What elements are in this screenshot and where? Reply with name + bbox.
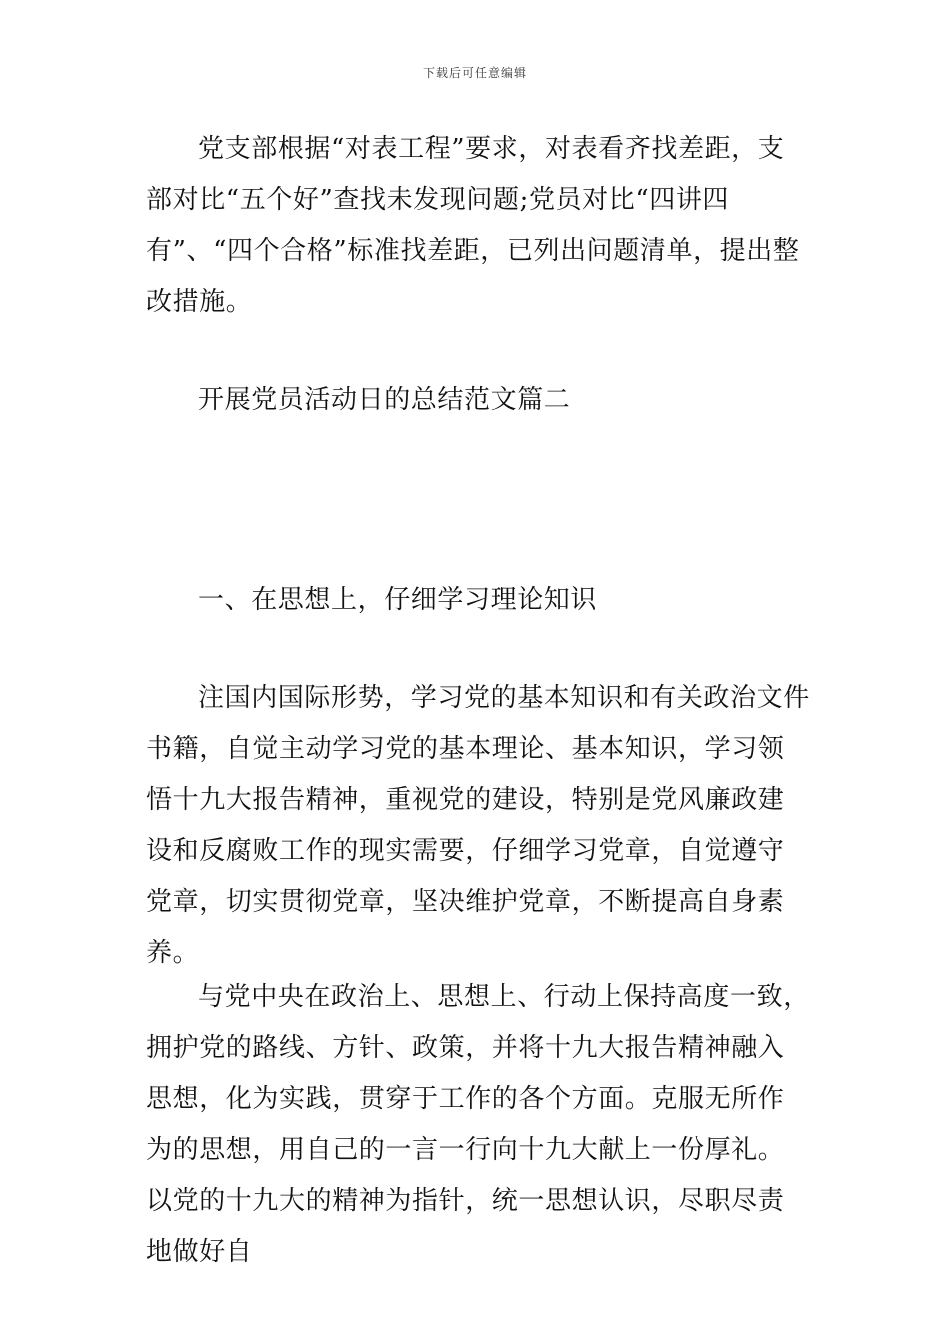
paragraph-study-theory: 注国内国际形势，学习党的基本知识和有关政治文件书籍，自觉主动学习党的基本理论、基本知识，学习领悟十九大报告精神，重视党的建设，特别是党风廉政建设和反腐败工作的现实需要，仔细学习党章，自觉遵守党章，切实贯彻党章，坚决维护党章，不断提高自身素养。 xyxy=(146,683,810,968)
document-subtitle: 开展党员活动日的总结范文篇二 xyxy=(198,385,571,415)
section-heading-ideology: 一、在思想上，仔细学习理论知识 xyxy=(198,585,598,615)
paragraph-keep-consistent: 与党中央在政治上、思想上、行动上保持高度一致，拥护党的路线、方针、政策，并将十九大报告精神融入思想，化为实践，贯穿于工作的各个方面。克服无所作为的思想，用自己的一言一行向十九大献上一份厚礼。以党的十九大的精神为指针，统一思想认识，尽职尽责地做好自 xyxy=(146,982,810,1267)
page-header-note: 下载后可任意编辑 xyxy=(422,66,527,80)
paragraph-party-branch-review: 党支部根据“对表工程”要求，对表看齐找差距，支部对比“五个好”查找未发现问题;党员对比“四讲四有”、“四个合格”标准找差距，已列出问题清单，提出整改措施。 xyxy=(146,134,800,317)
